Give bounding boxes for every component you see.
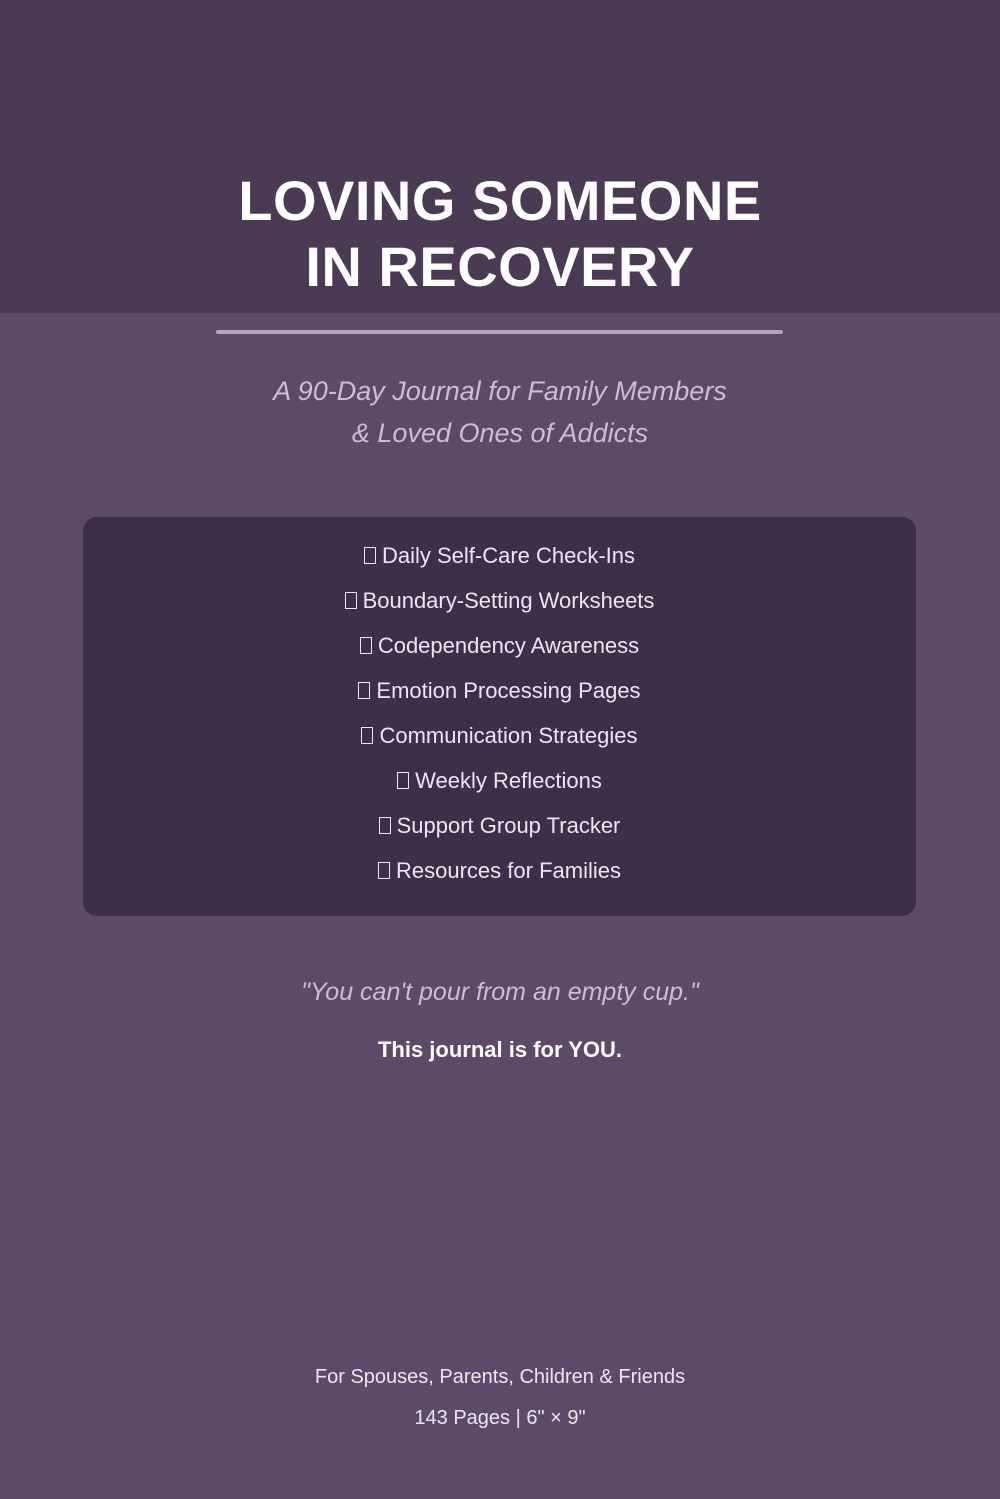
checkbox-icon: [379, 817, 391, 834]
feature-item: [83, 623, 916, 668]
checkbox-icon: [345, 592, 357, 609]
feature-label: Weekly Reflections: [415, 768, 602, 793]
title-line-1: LOVING SOMEONE: [238, 169, 762, 232]
checkbox-icon: [358, 682, 370, 699]
book-title: [0, 168, 1000, 300]
checkbox-icon: [361, 727, 373, 744]
feature-label: Emotion Processing Pages: [376, 678, 641, 703]
book-specs: 143 Pages | 6" × 9": [414, 1407, 586, 1429]
cover-quote: "You can't pour from an empty cup.": [301, 978, 699, 1006]
checkbox-icon: [397, 772, 409, 789]
feature-item: [83, 713, 916, 758]
feature-item: [83, 803, 916, 848]
checkbox-icon: [364, 547, 376, 564]
feature-label: Communication Strategies: [379, 723, 638, 748]
feature-item: [83, 578, 916, 623]
feature-item: [83, 758, 916, 803]
feature-label: Daily Self-Care Check-Ins: [381, 543, 636, 568]
feature-label: Codependency Awareness: [377, 633, 640, 658]
feature-label: Boundary-Setting Worksheets: [362, 588, 655, 613]
feature-item: [83, 848, 916, 893]
cover-tagline: This journal is for YOU.: [377, 1037, 623, 1062]
feature-item: [83, 533, 916, 578]
feature-label: Resources for Families: [396, 858, 621, 883]
subtitle-line-2: & Loved Ones of Addicts: [351, 418, 649, 448]
feature-item: [83, 668, 916, 713]
checkbox-icon: [360, 637, 372, 654]
feature-label: Support Group Tracker: [396, 813, 621, 838]
features-list: [83, 533, 916, 893]
title-divider: [216, 330, 783, 334]
book-subtitle: [0, 370, 1000, 454]
audience-line: For Spouses, Parents, Children & Friends: [314, 1366, 686, 1388]
subtitle-line-1: A 90-Day Journal for Family Members: [273, 376, 727, 406]
features-box: [83, 517, 916, 916]
checkbox-icon: [378, 862, 390, 879]
title-line-2: IN RECOVERY: [305, 235, 695, 298]
